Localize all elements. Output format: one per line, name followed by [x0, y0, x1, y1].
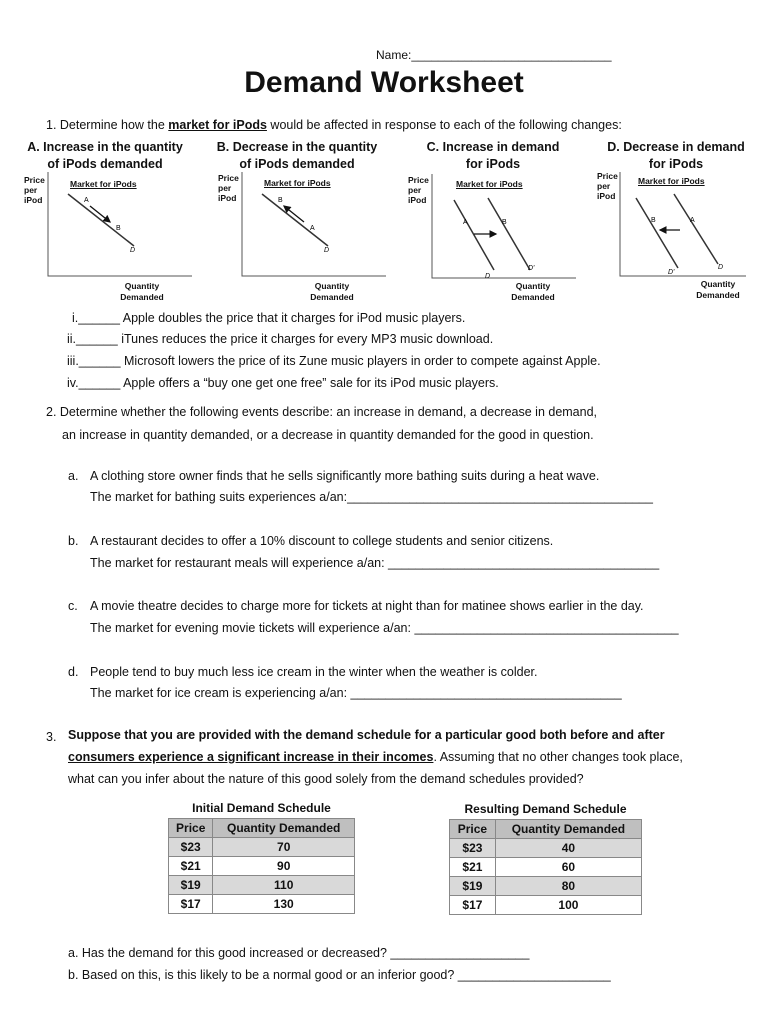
name-field-label: Name:______________________________: [376, 48, 612, 62]
graph-c-y-label: Price per iPod: [408, 175, 429, 205]
graph-a-point-1: A: [84, 197, 89, 204]
q2-item-c-letter: c.: [68, 599, 78, 613]
q1-item-iii-blank[interactable]: iii.______: [67, 354, 121, 368]
graph-c-plot: [430, 172, 580, 282]
table-header-row: Price Quantity Demanded: [169, 819, 355, 838]
table-row: $19 80: [450, 877, 642, 896]
graph-c-point-2: B: [502, 219, 507, 226]
q2-item-d-letter: d.: [68, 665, 79, 679]
table-row: $21 90: [169, 857, 355, 876]
q2-item-b-text: A restaurant decides to offer a 10% discount to college students and senior citizens.: [90, 534, 554, 548]
graph-d-plot: [618, 170, 750, 280]
page-title: Demand Worksheet: [244, 66, 524, 99]
graph-d-heading: D. Decrease in demand for iPods: [607, 140, 745, 171]
graph-c-point-1: A: [463, 219, 468, 226]
table-row: $17 130: [169, 895, 355, 914]
graph-b-curve-label: D: [324, 247, 330, 254]
q2-item-c-text: A movie theatre decides to charge more for tickets at night than for matinee shows earlier in the day.: [90, 599, 644, 613]
q3-line-2: consumers experience a significant increase in their incomes. Assuming that no other changes took place,: [68, 750, 683, 764]
graph-c-market-label: Market for iPods: [456, 179, 523, 189]
table-row: $19 110: [169, 876, 355, 895]
q1-item-iv-blank[interactable]: iv.______: [67, 376, 121, 390]
q3-line-3: what can you infer about the nature of this good solely from the demand schedules provided?: [68, 772, 584, 786]
q1-prompt: 1. Determine how the market for iPods would be affected in response to each of the following changes:: [46, 118, 622, 132]
graph-a-curve-label: D: [130, 247, 136, 254]
graph-a-point-2: B: [116, 225, 121, 232]
initial-demand-table: [168, 801, 355, 914]
q2-item-b-answer[interactable]: The market for restaurant meals will experience a/an: _______________________________________: [90, 556, 660, 570]
q1-item-i: i.______ Apple doubles the price that it charges for iPod music players.: [72, 311, 466, 325]
graph-c-heading: C. Increase in demand for iPods: [426, 140, 560, 171]
graph-d-demand-curve-1: [636, 198, 678, 268]
q1-item-ii: ii.______ iTunes reduces the price it charges for every MP3 music download.: [67, 332, 494, 346]
graph-d-point-2: A: [690, 217, 695, 224]
graph-d-y-label: Price per iPod: [597, 171, 618, 201]
table-row: $21 60: [450, 858, 642, 877]
graph-a-x-label: Quantity Demanded: [120, 281, 164, 302]
graph-d-x-label: Quantity Demanded: [696, 279, 740, 300]
graph-c-curve-label-1: D: [485, 273, 491, 280]
resulting-demand-caption: Resulting Demand Schedule: [464, 802, 627, 816]
table-row: $23 70: [169, 838, 355, 857]
initial-demand-caption: Initial Demand Schedule: [192, 801, 331, 815]
q3-question-a[interactable]: a. Has the demand for this good increased or decreased? ____________________: [68, 946, 530, 960]
graph-a-demand-curve: [68, 194, 134, 246]
q3-number: 3.: [46, 730, 57, 744]
graph-b-x-label: Quantity Demanded: [310, 281, 354, 302]
q3-emphasis: consumers experience a significant increase in their incomes: [68, 750, 434, 764]
q1-item-ii-blank[interactable]: ii.______: [67, 332, 118, 346]
graph-d-demand-curve-2: [674, 194, 718, 264]
graph-c-x-label: Quantity Demanded: [511, 281, 555, 302]
graph-a-heading: A. Increase in the quantity of iPods demanded: [27, 140, 183, 171]
resulting-demand-table: [449, 802, 642, 915]
graph-c-demand-curve-1: [454, 200, 494, 270]
q1-prompt-emphasis: market for iPods: [168, 118, 267, 132]
graph-b-point-1: B: [278, 197, 283, 204]
graph-b-demand-curve: [262, 194, 328, 246]
graph-a-market-label: Market for iPods: [70, 179, 137, 189]
q2-item-b-letter: b.: [68, 534, 79, 548]
graph-a-plot: [46, 170, 196, 280]
q2-item-a-text: A clothing store owner finds that he sells significantly more bathing suits during a heat wave.: [90, 469, 600, 483]
graph-b-plot: [240, 170, 390, 280]
graph-d-market-label: Market for iPods: [638, 176, 705, 186]
graph-a-y-label: Price per iPod: [24, 175, 45, 205]
q2-prompt-line-2: an increase in quantity demanded, or a decrease in quantity demanded for the good in question.: [62, 428, 594, 442]
q2-prompt-line-1: 2. Determine whether the following events describe: an increase in demand, a decrease in demand,: [46, 405, 598, 419]
graph-d-point-1: B: [651, 217, 656, 224]
q1-item-i-blank[interactable]: i.______: [72, 311, 120, 325]
q1-item-iii: iii.______ Microsoft lowers the price of its Zune music players in order to compete against Apple.: [67, 354, 601, 368]
graph-d-curve-label-1: D: [718, 264, 724, 271]
graph-b-market-label: Market for iPods: [264, 178, 331, 188]
q3-question-b[interactable]: b. Based on this, is this likely to be a normal good or an inferior good? ______________________: [68, 968, 611, 982]
table-row: $17 100: [450, 896, 642, 915]
q2-item-d-text: People tend to buy much less ice cream in the winter when the weather is colder.: [90, 665, 538, 679]
graph-b-y-label: Price per iPod: [218, 173, 239, 203]
table-row: $23 40: [450, 839, 642, 858]
table-header-row: Price Quantity Demanded: [450, 820, 642, 839]
q3-line-1: Suppose that you are provided with the demand schedule for a particular good both before and after: [68, 728, 665, 742]
q2-item-c-answer[interactable]: The market for evening movie tickets will experience a/an: ______________________________________: [90, 621, 679, 635]
q2-item-d-answer[interactable]: The market for ice cream is experiencing a/an: _______________________________________: [90, 686, 622, 700]
q2-item-a-letter: a.: [68, 469, 79, 483]
q1-item-iv: iv.______ Apple offers a “buy one get one free” sale for its iPod music players.: [67, 376, 499, 390]
graph-c-curve-label-2: D': [528, 265, 535, 272]
graph-b-heading: B. Decrease in the quantity of iPods demanded: [216, 140, 378, 171]
graph-d-curve-label-2: D': [668, 269, 675, 276]
graph-b-point-2: A: [310, 225, 315, 232]
q2-item-a-answer[interactable]: The market for bathing suits experiences a/an:____________________________________________: [90, 490, 653, 504]
